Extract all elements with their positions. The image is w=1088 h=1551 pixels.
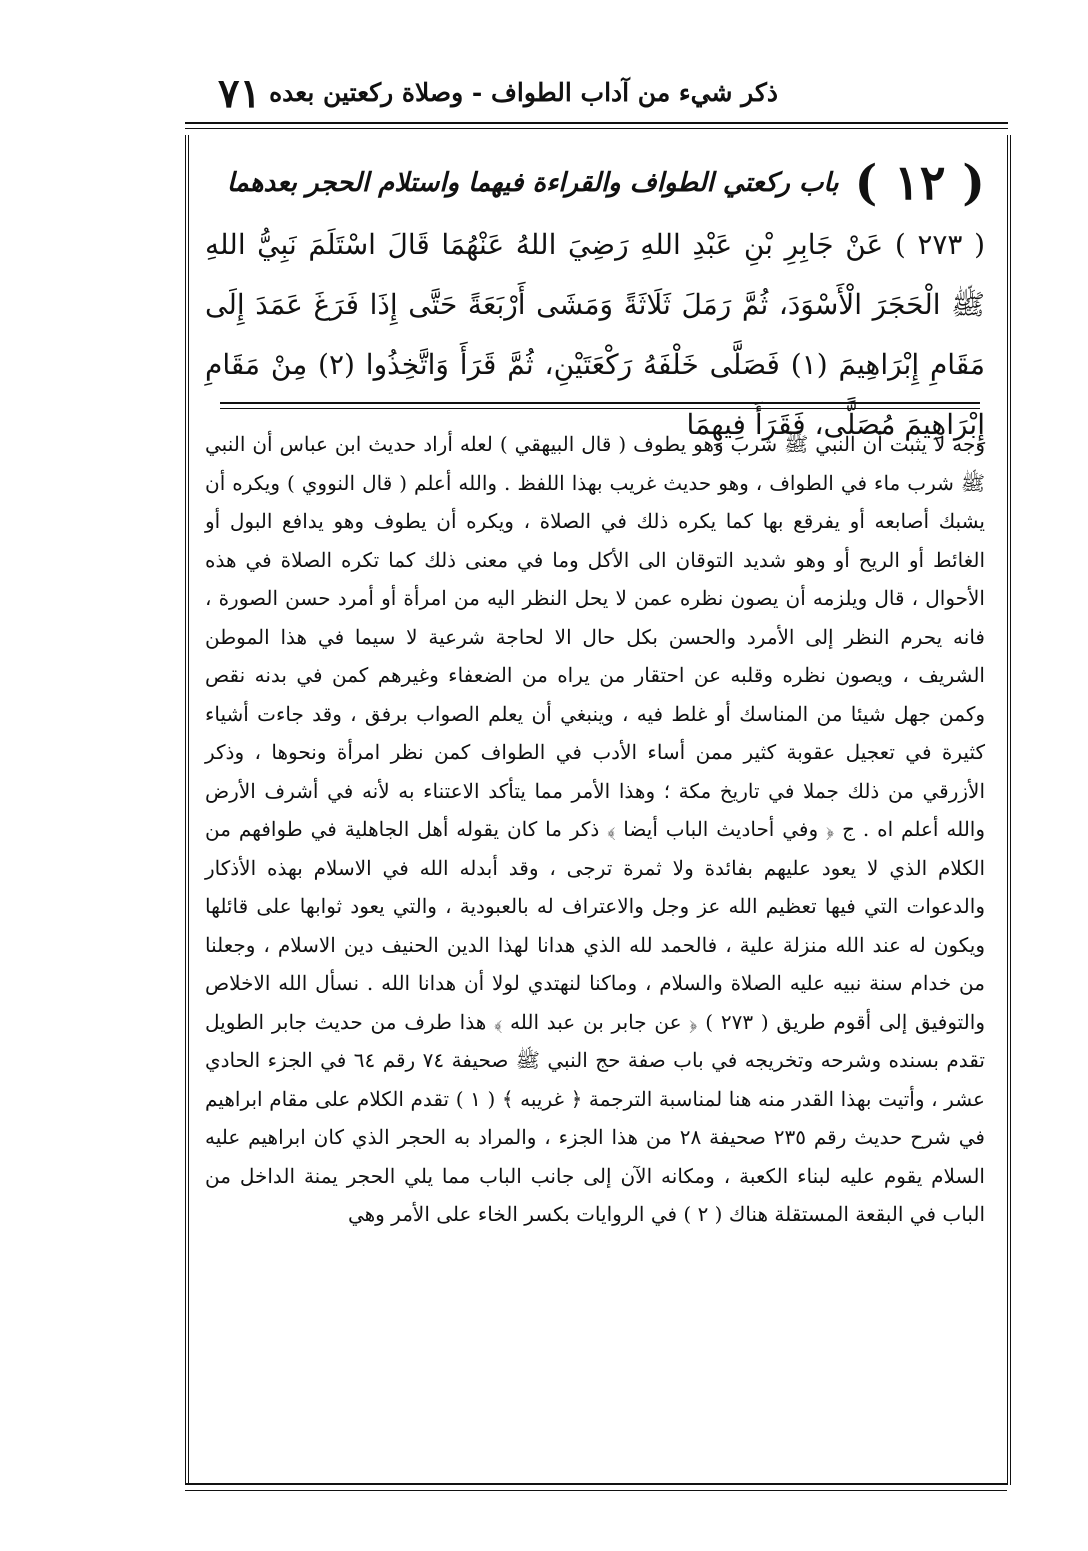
chapter-number: ( ١٢ ) bbox=[854, 155, 985, 211]
commentary-text: وجه لا يثبت أن النبي ﷺ شرب وهو يطوف ( قال البيهقي ) لعله أراد حديث ابن عباس أن النبي ﷺ شرب ماء في الطواف ، وهو حديث غريب بهذا اللفظ . والله أعلم ( قال النووي ) ويكره أن يشبك أصابعه أو يفرقع بها كما يكره ذلك في الصلاة ، ويكره أن يطوف وهو يدافع البول أو الغائط أو الريح أو وهو شديد التوقان الى الأكل وما في معنى ذلك كما تكره الصلاة في هذه الأحوال ، قال ويلزمه أن يصون نظره عمن لا يحل النظر اليه من امرأة أو أمرد حسن الصورة ، فانه يحرم النظر إلى الأمرد والحسن بكل حال الا لحاجة شرعية لا سيما في هذا الموطن الشريف ، ويصون نظره وقلبه عن احتقار من يراه من الضعفاء وغيرهم كمن في بدنه نقص وكمن جهل شيئا من المناسك أو غلط فيه ، وينبغي أن يعلم الصواب برفق ، وقد جاءت أشياء كثيرة في تعجيل عقوبة كثير ممن أساء الأدب في الطواف كمن نظر امرأة ونحوها ، وذكر الأزرقي من ذلك جملا في تاريخ مكة ؛ وهذا الأمر مما يتأكد الاعتناء به لأنه في أشرف الأرض والله أعلم اه . ج ﴿ وفي أحاديث الباب أيضا ﴾ ذكر ما كان يقوله أهل الجاهلية في طوافهم من الكلام الذي لا يعود عليهم بفائدة ولا ثمرة ترجى ، وقد أبدله الله في الاسلام بهذه الأذكار والدعوات التي فيها تعظيم الله عز وجل والاعتراف له بالعبودية ، والتي يعود ثوابها على قائلها ويكون له عند الله منزلة علية ، فالحمد لله الذي هدانا لهذا الدين الحنيف دين الاسلام ، وجعلنا من خدام سنة نبيه عليه الصلاة والسلام ، وماكنا لنهتدي لولا أن هدانا الله . نسأل الله الاخلاص والتوفيق إلى أقوم طريق ( ٢٧٣ ) ﴿ عن جابر بن عبد الله ﴾ هذا طرف من حديث جابر الطويل تقدم بسنده وشرحه وتخريجه في باب صفة حج النبي ﷺ صحيفة ٧٤ رقم ٦٤ في الجزء الحادي عشر ، وأتيت بهذا القدر منه هنا لمناسبة الترجمة ﴿ غريبه ﴾ ( ١ ) تقدم الكلام على مقام ابراهيم في شرح حديث رقم ٢٣٥ صحيفة ٢٨ من هذا الجزء ، والمراد به الحجر الذي كان ابراهيم عليه السلام يقوم عليه لبناء الكعبة ، ومكانه الآن إلى جانب الباب مما يلي الحجر يمنة الداخل من الباب في البقعة المستقلة هناك ( ٢ ) في الروايات بكسر الخاء على الأمر وهي bbox=[205, 432, 985, 1226]
running-title: ذكر شيء من آداب الطواف - وصلاة ركعتين بعده bbox=[269, 78, 778, 107]
commentary-block bbox=[205, 425, 985, 1234]
chapter-title: باب ركعتي الطواف والقراءة فيهما واستلام الحجر بعدهما bbox=[226, 168, 839, 198]
section-divider-inner bbox=[220, 408, 980, 409]
section-divider bbox=[220, 402, 980, 404]
header-rule-inner bbox=[185, 128, 1008, 129]
chapter-heading bbox=[205, 148, 985, 218]
footer-rule-inner bbox=[185, 1490, 1007, 1491]
footer-rule bbox=[185, 1483, 1007, 1485]
page-number: ٧١ bbox=[218, 70, 261, 117]
header-rule bbox=[185, 122, 1008, 124]
hadith-text: ( ٢٧٣ ) عَنْ جَابِرِ بْنِ عَبْدِ اللهِ رَضِيَ اللهُ عَنْهُمَا قَالَ اسْتَلَمَ نَبِيُّ اللهِ ﷺ الْحَجَرَ الْأَسْوَدَ، ثُمَّ رَمَلَ ثَلَاثَةً وَمَشَى أَرْبَعَةً حَتَّى إِذَا فَرَغَ عَمَدَ إِلَى مَقَامِ إِبْرَاهِيمَ (١) فَصَلَّى خَلْفَهُ رَكْعَتَيْنِ، ثُمَّ قَرَأَ وَاتَّخِذُوا (٢) مِنْ مَقَامِ إِبْرَاهِيمَ مُصَلًّى، فَقَرَأَ فِيهِمَا bbox=[205, 228, 986, 441]
